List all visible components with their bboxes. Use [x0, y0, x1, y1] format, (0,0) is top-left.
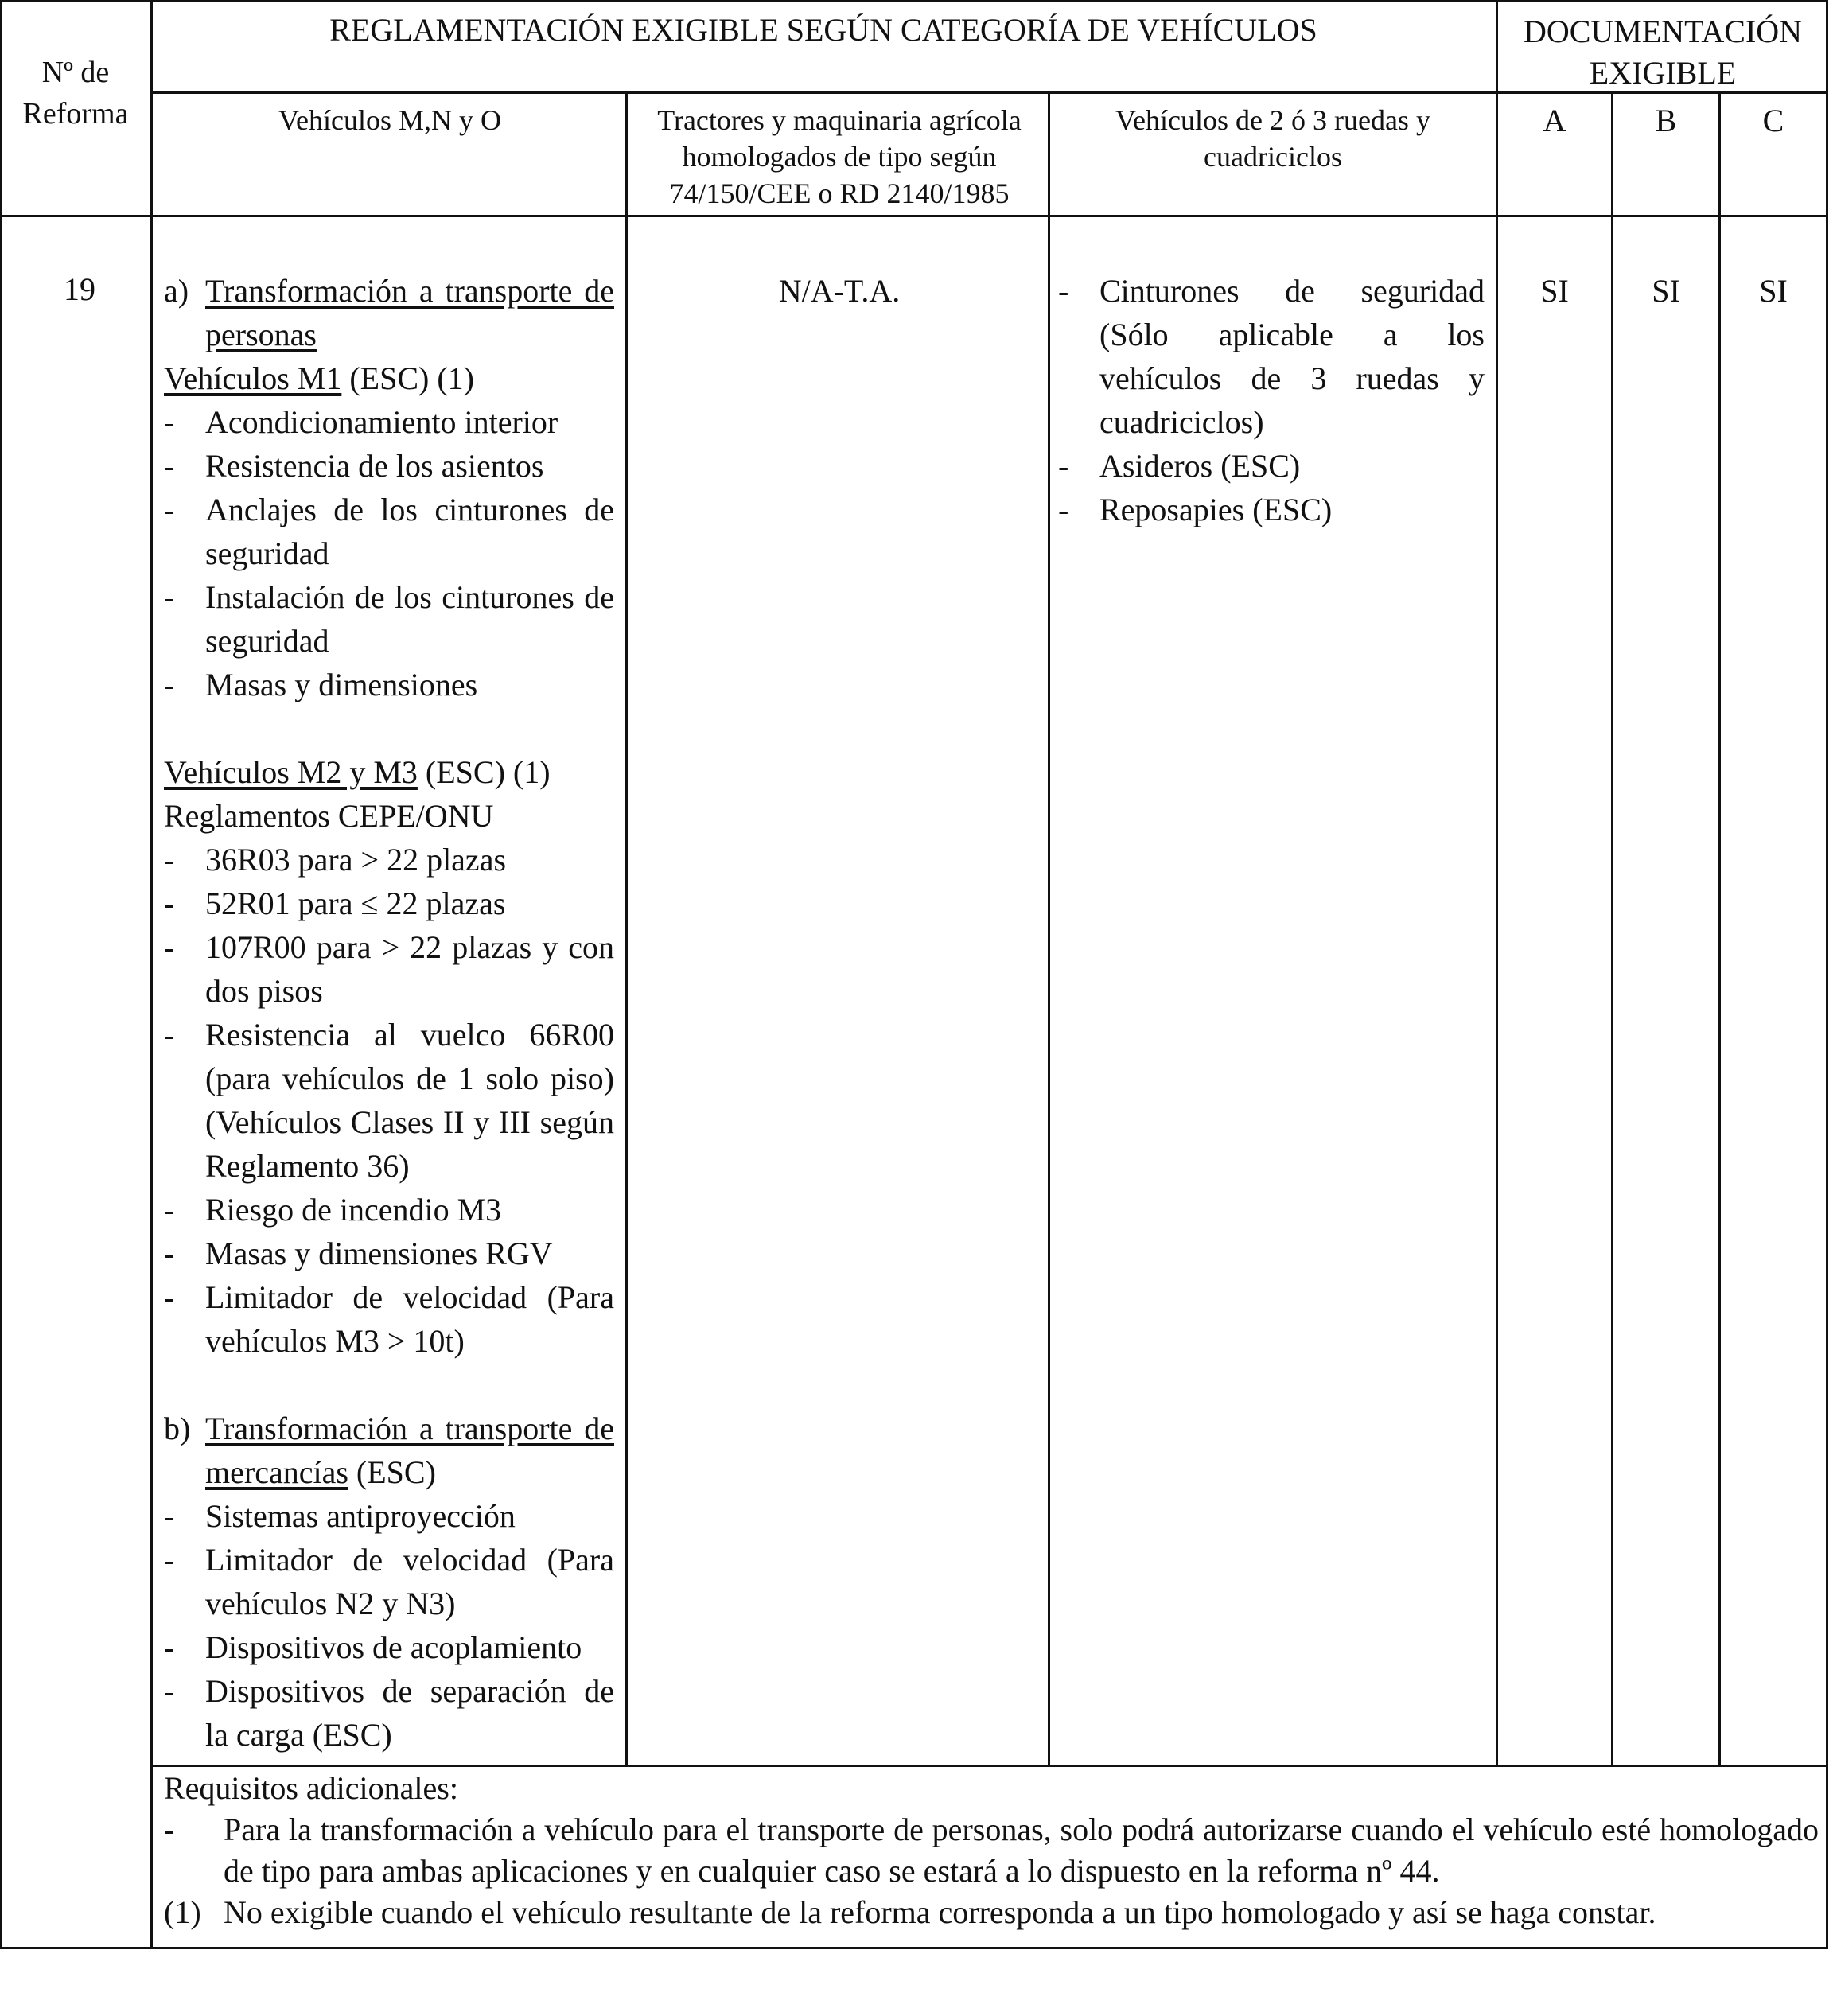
col-divider-reforma: [150, 0, 153, 1949]
header-col-tractores: Tractores y maquinaria agrícola homologados de tipo según 74/150/CEE o RD 2140/1985: [657, 104, 1022, 209]
footnote-mark: (1): [164, 1894, 201, 1930]
list-item: - Sistemas antiproyección: [164, 1498, 516, 1534]
top-border: [0, 0, 1828, 2]
col-divider-b-c: [1718, 91, 1721, 1767]
additional-requirements: [164, 1768, 1819, 1933]
col-divider-documentacion: [1496, 0, 1498, 1767]
left-border: [0, 0, 2, 1949]
m2m3-title: Vehículos M2 y M3: [164, 754, 418, 790]
list-item: - Asideros (ESC): [1058, 448, 1301, 484]
reforma-number: 19: [64, 271, 95, 307]
header-col-2-3-ruedas: Vehículos de 2 ó 3 ruedas y cuadriciclos: [1115, 104, 1430, 173]
header-main-title: REGLAMENTACIÓN EXIGIBLE SEGÚN CATEGORÍA DE VEHÍCULOS: [329, 12, 1317, 48]
ruedas-requirements: [1058, 269, 1485, 531]
section-b-suffix: (ESC): [356, 1454, 436, 1490]
section-a-heading: [164, 269, 614, 356]
list-item: - Acondicionamiento interior: [164, 404, 558, 440]
m1-title: Vehículos M1: [164, 360, 342, 396]
additional-requirements-title: Requisitos adicionales:: [164, 1770, 458, 1806]
doc-b-value: SI: [1652, 273, 1680, 309]
header-col-mno: Vehículos M,N y O: [278, 104, 501, 136]
list-item: - Resistencia al vuelco 66R00 (para vehículos de 1 solo piso) (Vehículos Clases II y III según Reglamento 36): [164, 1017, 614, 1184]
note-2: (1) No exigible cuando el vehículo resultante de la reforma corresponda a un tipo homologado y así se haga constar.: [164, 1892, 1819, 1933]
list-item: - Masas y dimensiones: [164, 667, 478, 702]
col-divider-mno: [625, 91, 628, 1767]
section-a-prefix: a): [164, 273, 189, 309]
col-divider-tractores: [1048, 91, 1050, 1767]
section-a-title: Transformación a transporte de personas: [205, 273, 614, 352]
list-item: - Riesgo de incendio M3: [164, 1192, 502, 1228]
bottom-border: [0, 1947, 1828, 1949]
list-item: - Anclajes de los cinturones de seguridad: [164, 492, 614, 571]
right-border: [1826, 0, 1828, 1949]
list-item: - Dispositivos de acoplamiento: [164, 1629, 582, 1665]
header-bottom-border: [0, 215, 1828, 217]
list-item: - Reposapies (ESC): [1058, 492, 1333, 527]
m2m3-suffix: (ESC) (1): [425, 754, 551, 790]
footer-divider: [150, 1765, 1828, 1767]
m1-suffix: (ESC) (1): [349, 360, 474, 396]
mno-requirements: [164, 269, 614, 1757]
m2m3-heading: [164, 750, 614, 794]
reglamentos-label: Reglamentos CEPE/ONU: [164, 798, 494, 834]
list-item: - Cinturones de seguridad (Sólo aplicable a los vehículos de 3 ruedas y cuadriciclos): [1058, 273, 1485, 440]
list-item: - 36R03 para > 22 plazas: [164, 842, 507, 878]
header-col-b: B: [1655, 103, 1677, 138]
header-col-a: A: [1543, 103, 1566, 138]
list-item: - Masas y dimensiones RGV: [164, 1236, 553, 1271]
m1-heading: [164, 356, 614, 400]
header-documentacion: DOCUMENTACIÓN EXIGIBLE: [1523, 14, 1803, 91]
list-item: - Instalación de los cinturones de seguridad: [164, 579, 614, 659]
col-divider-a-b: [1611, 91, 1613, 1767]
list-item: - Dispositivos de separación de la carga (ESC): [164, 1673, 614, 1753]
list-item: - 52R01 para ≤ 22 plazas: [164, 885, 506, 921]
list-item: - 107R00 para > 22 plazas y con dos pisos: [164, 929, 614, 1009]
header-reforma: Nº de Reforma: [22, 56, 129, 130]
header-col-c: C: [1762, 103, 1784, 138]
section-b-heading: [164, 1407, 614, 1494]
list-item: - Limitador de velocidad (Para vehículos M3 > 10t): [164, 1279, 614, 1359]
tractores-value: N/A-T.A.: [778, 273, 901, 309]
doc-a-value: SI: [1540, 273, 1569, 309]
list-item: - Resistencia de los asientos: [164, 448, 544, 484]
note-1: - Para la transformación a vehículo para el transporte de personas, solo podrá autorizarse cuando el vehículo esté homologado de tipo para ambas aplicaciones y en cualquier caso se estará a lo dispuesto en la reforma nº 44.: [164, 1812, 1819, 1889]
doc-c-value: SI: [1759, 273, 1788, 309]
section-b-prefix: b): [164, 1411, 191, 1446]
section-b-title: Transformación a transporte de mercancías: [205, 1411, 614, 1490]
list-item: - Limitador de velocidad (Para vehículos N2 y N3): [164, 1542, 614, 1621]
